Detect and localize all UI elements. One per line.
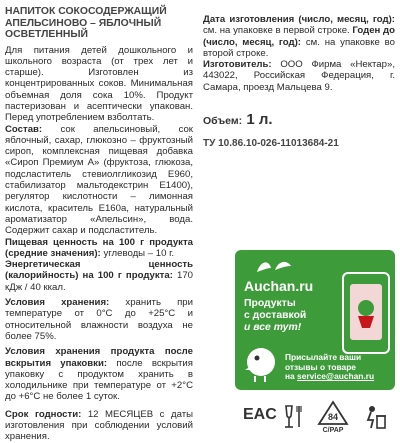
after-open-label: Условия хранения продукта после вскрытия упаковки: [5, 346, 193, 369]
energy-text: 170 кДж / 40 ккал. [5, 270, 193, 293]
card-headline-1: Продукты [244, 298, 296, 309]
tu-code: ТУ 10.86.10-026-11013684-21 [203, 138, 339, 150]
dates [203, 14, 395, 59]
after-open [5, 346, 193, 402]
nutrition-label: Пищевая ценность на 100 г продукта (средние значения): [5, 236, 193, 259]
eac-mark: EAC [243, 406, 277, 423]
left-column [5, 0, 193, 443]
composition-text: сок апельсиновый, сок яблочный, сахар, глюкозно – фруктозный сироп, комплексная пищевая добавка «Сироп Премиум А» (фруктоза, глюкоза, подсластитель стевиолгликозид Е960, стабилизатор мальтодекстрин Е1400), регулятор кислотности – лимонная кислота, краситель Е160а, натуральный ароматизатор «Апельсин», вода. Содержит сахар и подсластитель. [5, 123, 194, 237]
card-brand: Auchan.ru [244, 278, 314, 294]
glass-fork-icon [281, 402, 307, 432]
maker [203, 59, 395, 93]
purpose-text: Для питания детей дошкольного и школьного возраста (от трех лет и старше). Изготовлен из концентрированных соков. Минимальная объемная доля сока 10%. Продукт пастеризован и асептически упакован. Перед употреблением взболтать. [5, 44, 193, 124]
energy [5, 259, 193, 293]
maker-label: Изготовитель: [203, 59, 272, 71]
shelf-life [5, 409, 193, 443]
product-title: НАПИТОК СОКОСОДЕРЖАЩИЙ АПЕЛЬСИНОВО – ЯБЛОЧНЫЙ ОСВЕТЛЕННЫЙ [5, 6, 167, 40]
card-slogan: и все тут! [244, 322, 302, 333]
storage-text: хранить при температуре от 0°С до +25°С и относительной влажности воздуха не более 75%. [5, 297, 193, 342]
recycle-number: 84 [327, 412, 339, 422]
volume-value: 1 л. [246, 111, 273, 129]
energy-label: Энергетическая ценность (калорийность) на 100 г продукта: [5, 259, 193, 282]
storage [5, 297, 193, 342]
leaves-decor-icon [253, 258, 293, 276]
maker-text: ООО Фирма «Нектар», 443022, Российская Федерация, г. Самара, проезд Мальцева 9. [203, 59, 395, 93]
date-text: см. на упаковке в первой строке. [203, 25, 350, 37]
card-headline [244, 298, 336, 334]
card-cta [285, 353, 391, 382]
package-marks [243, 400, 393, 436]
cta-line-2: отзывы о товаре [285, 361, 356, 372]
card-headline-2: с доставкой [244, 310, 307, 321]
cta-line-1: Присылайте ваши [285, 352, 362, 362]
recycle-code: C/PAP [322, 427, 344, 434]
auchan-promo-card [235, 250, 395, 390]
email-link[interactable]: service@auchan.ru [297, 371, 375, 382]
shelf-label: Срок годности: [5, 408, 82, 420]
nutrition-text: углеводы – 10 г. [103, 247, 175, 259]
storage-label: Условия хранения: [5, 297, 110, 309]
valid-text: см. на упаковке во второй строке. [203, 36, 396, 59]
composition [5, 124, 193, 237]
cta-line-3: на [285, 371, 295, 382]
after-open-text: после вскрытия упаковку с продуктом хранить в холодильнике при температуре от +2°С до +6°С не более 1 суток. [5, 357, 193, 403]
nutrition [5, 237, 193, 260]
shelf-text: 12 МЕСЯЦЕВ с даты изготовления при соблюдении условий хранения. [5, 408, 193, 443]
date-label: Дата изготовления (число, месяц, год): [203, 14, 395, 25]
composition-label: Состав: [5, 123, 43, 135]
volume-label: Объем: [203, 115, 243, 128]
right-column [203, 0, 395, 159]
valid-label: Годен до (число, месяц, год): [203, 25, 395, 48]
volume [203, 111, 395, 128]
recycle-84-c-pap-icon [315, 400, 351, 434]
bird-icon [243, 344, 279, 384]
trash-bin-icon [357, 402, 387, 434]
phone-icon [342, 272, 390, 354]
